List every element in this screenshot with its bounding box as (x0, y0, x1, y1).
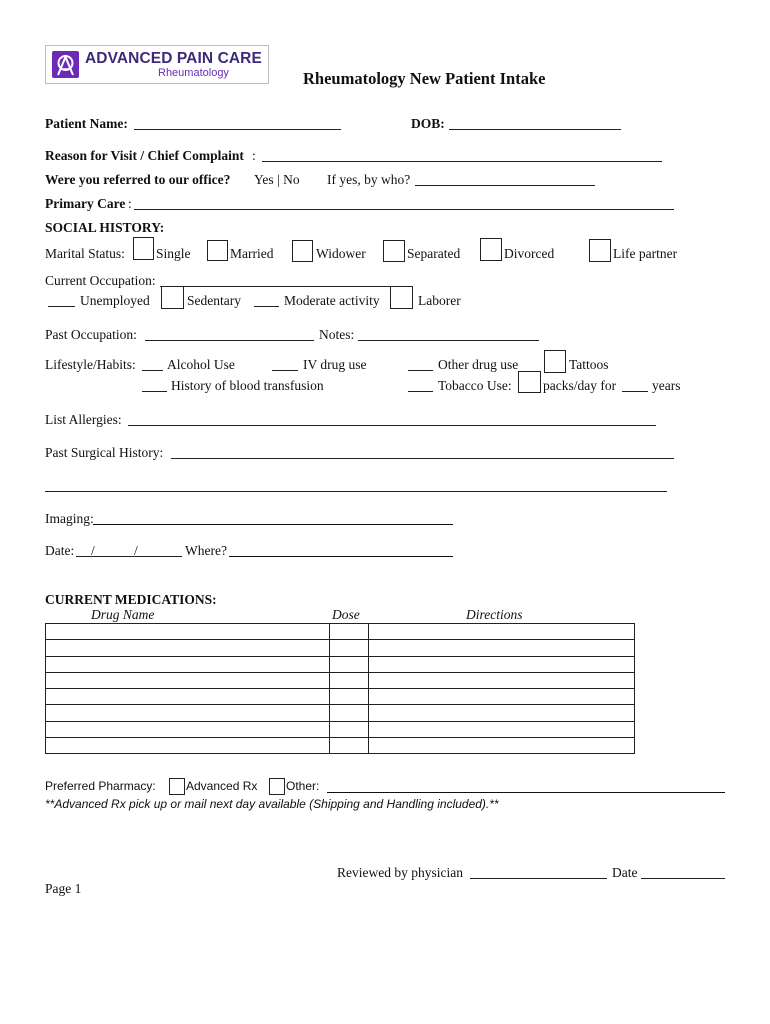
directions-cell[interactable] (369, 672, 635, 688)
social-history-heading: SOCIAL HISTORY: (45, 220, 165, 235)
tattoos-checkbox[interactable] (544, 350, 566, 373)
tobacco-rate-label: packs/day for (543, 378, 617, 393)
table-row (46, 738, 635, 754)
dose-cell[interactable] (330, 672, 369, 688)
marital-married-label: Married (230, 246, 274, 261)
directions-cell[interactable] (369, 624, 635, 640)
marital-separated-label: Separated (407, 246, 461, 261)
dob-label: DOB: (411, 116, 445, 131)
referred-label: Were you referred to our office? (45, 172, 231, 187)
col-directions: Directions (466, 607, 523, 622)
tobacco-years-blank[interactable] (622, 379, 648, 392)
past-occupation-field[interactable] (145, 328, 314, 341)
surgical-history-field[interactable] (171, 446, 674, 459)
pharmacy-advanced-rx-label: Advanced Rx (186, 779, 258, 793)
directions-cell[interactable] (369, 689, 635, 705)
blood-transfusion-blank[interactable] (142, 379, 167, 392)
notes-label: Notes: (319, 327, 355, 342)
imaging-label: Imaging: (45, 511, 94, 526)
pharmacy-advanced-rx-checkbox[interactable] (169, 778, 185, 795)
logo-mark-icon (52, 51, 79, 78)
company-logo (45, 45, 269, 84)
referred-by-label: If yes, by who? (327, 172, 411, 187)
occupation-moderate-label: Moderate activity (284, 293, 380, 308)
marital-widower-label: Widower (316, 246, 366, 261)
moderate-activity-blank[interactable] (254, 294, 279, 307)
other-drug-blank[interactable] (408, 358, 433, 371)
lifestyle-label: Lifestyle/Habits: (45, 357, 136, 372)
current-occupation-label: Current Occupation: (45, 273, 156, 288)
table-row (46, 672, 635, 688)
referred-by-field[interactable] (415, 173, 595, 186)
directions-cell[interactable] (369, 738, 635, 754)
reason-colon: : (252, 148, 256, 163)
occupation-sedentary-checkbox[interactable] (161, 286, 184, 309)
patient-name-field[interactable] (134, 117, 341, 130)
primary-care-colon: : (128, 196, 132, 211)
occupation-sedentary-label: Sedentary (187, 293, 241, 308)
drug-cell[interactable] (46, 721, 330, 737)
tobacco-blank[interactable] (408, 379, 433, 392)
drug-cell[interactable] (46, 738, 330, 754)
primary-care-label: Primary Care (45, 196, 126, 211)
tobacco-years-label: years (652, 378, 681, 393)
drug-cell[interactable] (46, 656, 330, 672)
review-date-label: Date (612, 865, 638, 880)
drug-cell[interactable] (46, 624, 330, 640)
lifestyle-other-drug-label: Other drug use (438, 357, 519, 372)
reviewed-by-label: Reviewed by physician (337, 865, 463, 880)
table-row (46, 656, 635, 672)
directions-cell[interactable] (369, 640, 635, 656)
date-label: Date: (45, 543, 75, 558)
col-dose: Dose (332, 607, 360, 622)
dose-cell[interactable] (330, 705, 369, 721)
past-occupation-label: Past Occupation: (45, 327, 137, 342)
lifestyle-tattoos-label: Tattoos (569, 357, 609, 372)
dob-field[interactable] (449, 117, 621, 130)
date-separator-1: / (91, 543, 95, 558)
marital-single-checkbox[interactable] (133, 237, 154, 260)
primary-care-field[interactable] (134, 197, 674, 210)
referred-yes-no[interactable]: Yes | No (254, 172, 300, 187)
marital-life-partner-label: Life partner (613, 246, 678, 261)
where-field[interactable] (229, 556, 453, 557)
date-separator-2: / (134, 543, 138, 558)
alcohol-blank[interactable] (142, 358, 163, 371)
lifestyle-transfusion-label: History of blood transfusion (171, 378, 324, 393)
iv-drug-blank[interactable] (272, 358, 298, 371)
reason-field[interactable] (262, 149, 662, 162)
marital-married-checkbox[interactable] (207, 240, 228, 261)
directions-cell[interactable] (369, 721, 635, 737)
drug-cell[interactable] (46, 640, 330, 656)
marital-single-label: Single (156, 246, 191, 261)
dose-cell[interactable] (330, 738, 369, 754)
medications-table (45, 623, 635, 754)
dose-cell[interactable] (330, 624, 369, 640)
table-row (46, 721, 635, 737)
pharmacy-other-checkbox[interactable] (269, 778, 285, 795)
lifestyle-iv-drug-label: IV drug use (303, 357, 367, 372)
where-label: Where? (185, 543, 227, 558)
imaging-field[interactable] (93, 524, 453, 525)
allergies-field[interactable] (128, 413, 656, 426)
marital-divorced-label: Divorced (504, 246, 555, 261)
review-date-field[interactable] (641, 866, 725, 879)
pharmacy-note: **Advanced Rx pick up or mail next day available (Shipping and Handling included).** (45, 797, 499, 811)
table-row (46, 624, 635, 640)
drug-cell[interactable] (46, 689, 330, 705)
surgical-history-field-2[interactable] (45, 479, 667, 492)
page-number: Page 1 (45, 881, 82, 896)
directions-cell[interactable] (369, 656, 635, 672)
unemployed-blank[interactable] (48, 294, 75, 307)
lifestyle-tobacco-label: Tobacco Use: (438, 378, 512, 393)
occupation-laborer-label: Laborer (418, 293, 461, 308)
lifestyle-alcohol-label: Alcohol Use (167, 357, 235, 372)
marital-life-partner-checkbox[interactable] (589, 239, 611, 262)
logo-name: ADVANCED PAIN CARE (85, 50, 262, 67)
dose-cell[interactable] (330, 656, 369, 672)
form-title: Rheumatology New Patient Intake (303, 69, 546, 88)
pharmacy-other-label: Other: (286, 779, 320, 793)
reason-label: Reason for Visit / Chief Complaint (45, 148, 244, 163)
tobacco-packs-box[interactable] (518, 371, 541, 393)
logo-tagline: Rheumatology (158, 67, 229, 79)
marital-status-label: Marital Status: (45, 246, 125, 261)
table-row (46, 705, 635, 721)
patient-name-label: Patient Name: (45, 116, 128, 131)
reviewed-by-field[interactable] (470, 866, 607, 879)
occupation-laborer-checkbox[interactable] (390, 286, 413, 309)
marital-divorced-checkbox[interactable] (480, 238, 502, 261)
dose-cell[interactable] (330, 640, 369, 656)
pharmacy-other-field[interactable] (327, 792, 725, 793)
surgical-history-label: Past Surgical History: (45, 445, 164, 460)
notes-field[interactable] (358, 328, 539, 341)
drug-cell[interactable] (46, 705, 330, 721)
table-row (46, 689, 635, 705)
marital-separated-checkbox[interactable] (383, 240, 405, 262)
dose-cell[interactable] (330, 689, 369, 705)
occupation-unemployed-label: Unemployed (80, 293, 150, 308)
medications-heading: CURRENT MEDICATIONS: (45, 592, 217, 607)
allergies-label: List Allergies: (45, 412, 122, 427)
table-row (46, 640, 635, 656)
marital-widower-checkbox[interactable] (292, 240, 313, 262)
current-occupation-field[interactable] (160, 274, 390, 287)
dose-cell[interactable] (330, 721, 369, 737)
col-drug-name: Drug Name (91, 607, 155, 622)
directions-cell[interactable] (369, 705, 635, 721)
pharmacy-label: Preferred Pharmacy: (45, 779, 156, 793)
drug-cell[interactable] (46, 672, 330, 688)
